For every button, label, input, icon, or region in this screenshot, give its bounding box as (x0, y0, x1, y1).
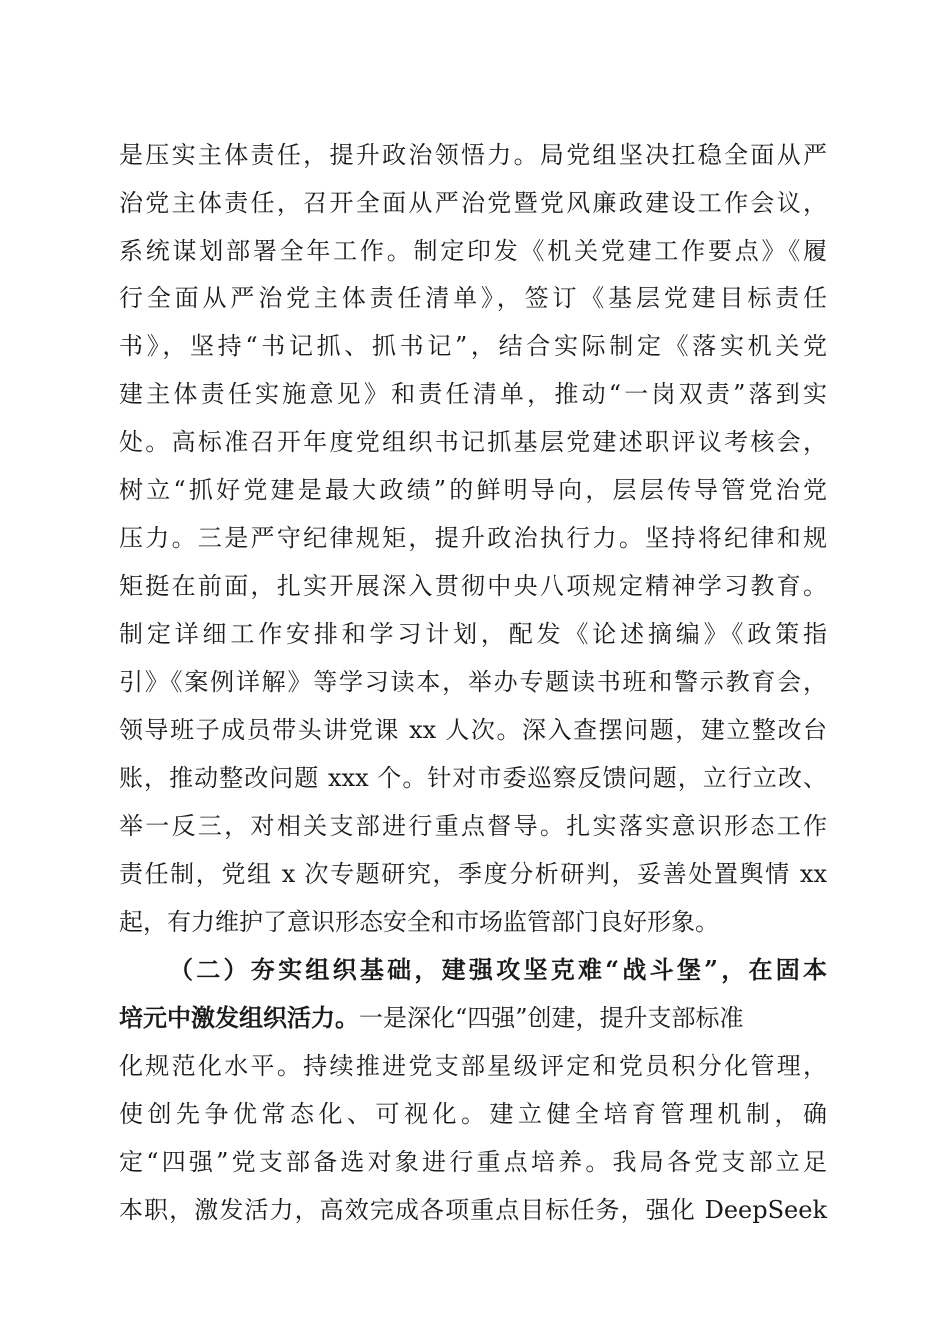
text-line: 处。高标准召开年度党组织书记抓基层党建述职评议考核会， (119, 428, 827, 456)
text-line: 本职，激发活力，高效完成各项重点目标任务，强化 DeepSeek (119, 1196, 827, 1224)
text-line: 建主体责任实施意见》和责任清单，推动“一岗双责”落到实 (119, 380, 827, 408)
text-line: 起，有力维护了意识形态安全和市场监管部门良好形象。 (119, 908, 719, 936)
text-line: 书》，坚持“书记抓、抓书记”，结合实际制定《落实机关党 (119, 332, 827, 360)
text-line: 账，推动整改问题 xxx 个。针对市委巡察反馈问题，立行立改、 (119, 764, 827, 792)
text-line: 矩挺在前面，扎实开展深入贯彻中央八项规定精神学习教育。 (119, 572, 827, 600)
text-line: 举一反三，对相关支部进行重点督导。扎实落实意识形态工作 (119, 812, 827, 840)
text-line: 系统谋划部署全年工作。制定印发《机关党建工作要点》《履 (119, 237, 827, 265)
text-line: 压力。三是严守纪律规矩，提升政治执行力。坚持将纪律和规 (119, 524, 827, 552)
section-heading-line: （二）夯实组织基础，建强攻坚克难“战斗堡”，在固本 (169, 955, 827, 984)
text-line: 一是深化“四强”创建，提升支部标准 (359, 1004, 744, 1032)
text-line: 定“四强”党支部备选对象进行重点培养。我局各党支部立足 (119, 1148, 827, 1176)
text-line: 治党主体责任，召开全面从严治党暨党风廉政建设工作会议， (119, 189, 827, 217)
text-line: 责任制，党组 x 次专题研究，季度分析研判，妥善处置舆情 xx (119, 860, 827, 888)
text-line: 制定详细工作安排和学习计划，配发《论述摘编》《政策指 (119, 620, 827, 648)
text-line: 使创先争优常态化、可视化。建立健全培育管理机制，确 (119, 1100, 827, 1128)
text-line: 领导班子成员带头讲党课 xx 人次。深入查摆问题，建立整改台 (119, 716, 827, 744)
text-line: 是压实主体责任，提升政治领悟力。局党组坚决扛稳全面从严 (119, 141, 827, 169)
section-heading-tail: 培元中激发组织活力。 (119, 1003, 359, 1032)
text-line: 树立“抓好党建是最大政绩”的鲜明导向，层层传导管党治党 (119, 476, 827, 504)
section-heading-continuation (119, 998, 827, 1038)
text-line: 化规范化水平。持续推进党支部星级评定和党员积分化管理， (119, 1052, 827, 1080)
text-line: 行全面从严治党主体责任清单》，签订《基层党建目标责任 (119, 284, 827, 312)
text-line: 引》《案例详解》等学习读本，举办专题读书班和警示教育会， (119, 668, 827, 696)
